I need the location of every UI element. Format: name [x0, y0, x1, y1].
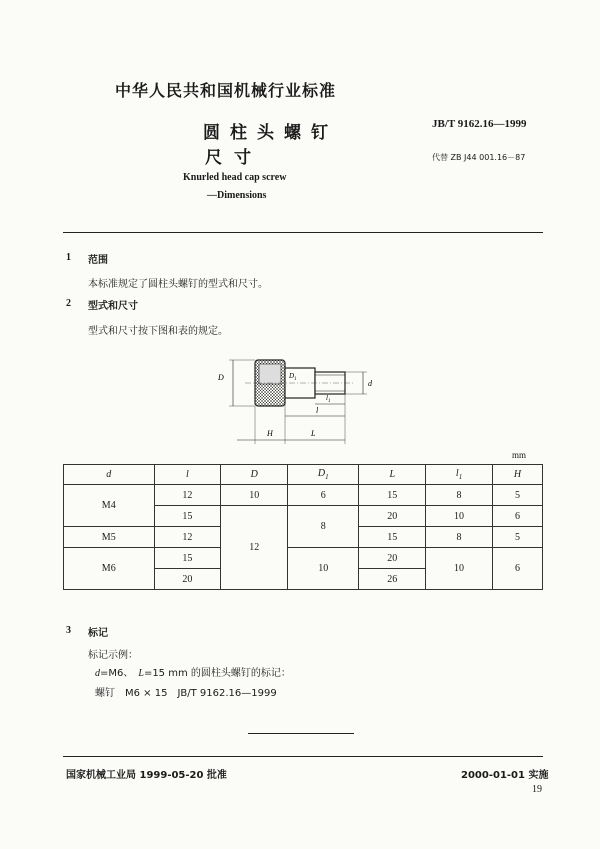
cell-H: 5	[492, 527, 542, 548]
section-2-text: 型式和尺寸按下图和表的规定。	[88, 326, 228, 337]
cell-L: 26	[359, 569, 426, 590]
header-divider	[63, 232, 543, 233]
section-1-title: 范围	[88, 255, 108, 266]
cell-l: 15	[154, 548, 221, 569]
standard-organization: 中华人民共和国机械行业标准	[115, 81, 337, 100]
col-header-l1: $l_1$	[426, 465, 493, 485]
cell-d: M5	[64, 527, 155, 548]
col-header-D: D	[221, 465, 288, 485]
section-2-title: 型式和尺寸	[88, 301, 138, 312]
cell-L: 20	[359, 548, 426, 569]
cell-l: 20	[154, 569, 221, 590]
end-rule	[248, 733, 354, 734]
cell-H: 5	[492, 485, 542, 506]
marking-example-label: 标记示例：	[88, 650, 138, 661]
cell-D: 10	[221, 485, 288, 506]
cell-D1: 10	[288, 548, 359, 590]
dim-H-label: H	[267, 429, 273, 438]
dim-D-label: D	[218, 373, 224, 382]
marking-example-condition: d=M6、 L=15 mm 的圆柱头螺钉的标记：	[95, 668, 291, 679]
marking-example: 螺钉 M6 × 15 JB/T 9162.16—1999	[95, 688, 277, 699]
table-unit: mm	[512, 450, 527, 460]
cell-H: 6	[492, 548, 542, 590]
dim-l-label: l	[316, 406, 319, 415]
cell-L: 20	[359, 506, 426, 527]
cell-D1: 8	[288, 506, 359, 548]
section-2-number: 2	[66, 298, 71, 309]
standard-number: JB/T 9162.16—1999	[432, 118, 527, 130]
section-1-number: 1	[66, 252, 71, 263]
section-3-title: 标记	[88, 628, 108, 639]
cell-H: 6	[492, 506, 542, 527]
cell-l: 15	[154, 506, 221, 527]
col-header-H: H	[492, 465, 542, 485]
dimensions-table	[63, 464, 543, 590]
cell-d: M4	[64, 485, 155, 527]
approval-date: 国家机械工业局 1999-05-20 批准	[66, 770, 227, 781]
cell-d: M6	[64, 548, 155, 590]
implementation-date: 2000-01-01 实施	[461, 770, 549, 781]
dim-l1-label: $l_1$	[326, 394, 331, 404]
cell-D: 12	[221, 506, 288, 590]
col-header-L: L	[359, 465, 426, 485]
english-title-line2: —Dimensions	[207, 190, 267, 201]
table-row	[64, 485, 543, 506]
section-1-text: 本标准规定了圆柱头螺钉的型式和尺寸。	[88, 279, 268, 290]
col-header-l: l	[154, 465, 221, 485]
col-header-d: d	[64, 465, 155, 485]
dim-d-label: d	[368, 379, 372, 388]
english-title-line1: Knurled head cap screw	[183, 172, 287, 183]
footer-divider	[63, 756, 543, 757]
cell-l: 12	[154, 485, 221, 506]
replaces-standard: 代替 ZB J44 001.16－87	[432, 153, 526, 162]
cell-l: 12	[154, 527, 221, 548]
cell-l1: 10	[426, 548, 493, 590]
document-title-line2: 尺寸	[205, 148, 263, 168]
document-title-line1: 圆柱头螺钉	[203, 123, 338, 143]
page-number: 19	[532, 784, 542, 795]
screw-drawing	[205, 350, 395, 450]
cell-l1: 10	[426, 506, 493, 527]
dim-L-label: L	[311, 429, 316, 438]
cell-D1: 6	[288, 485, 359, 506]
table-header-row	[64, 465, 543, 485]
col-header-D1: $D_1$	[288, 465, 359, 485]
dim-D1-label: $D_1$	[289, 372, 297, 382]
section-3-number: 3	[66, 625, 71, 636]
cell-L: 15	[359, 527, 426, 548]
cell-l1: 8	[426, 527, 493, 548]
cell-L: 15	[359, 485, 426, 506]
cell-l1: 8	[426, 485, 493, 506]
